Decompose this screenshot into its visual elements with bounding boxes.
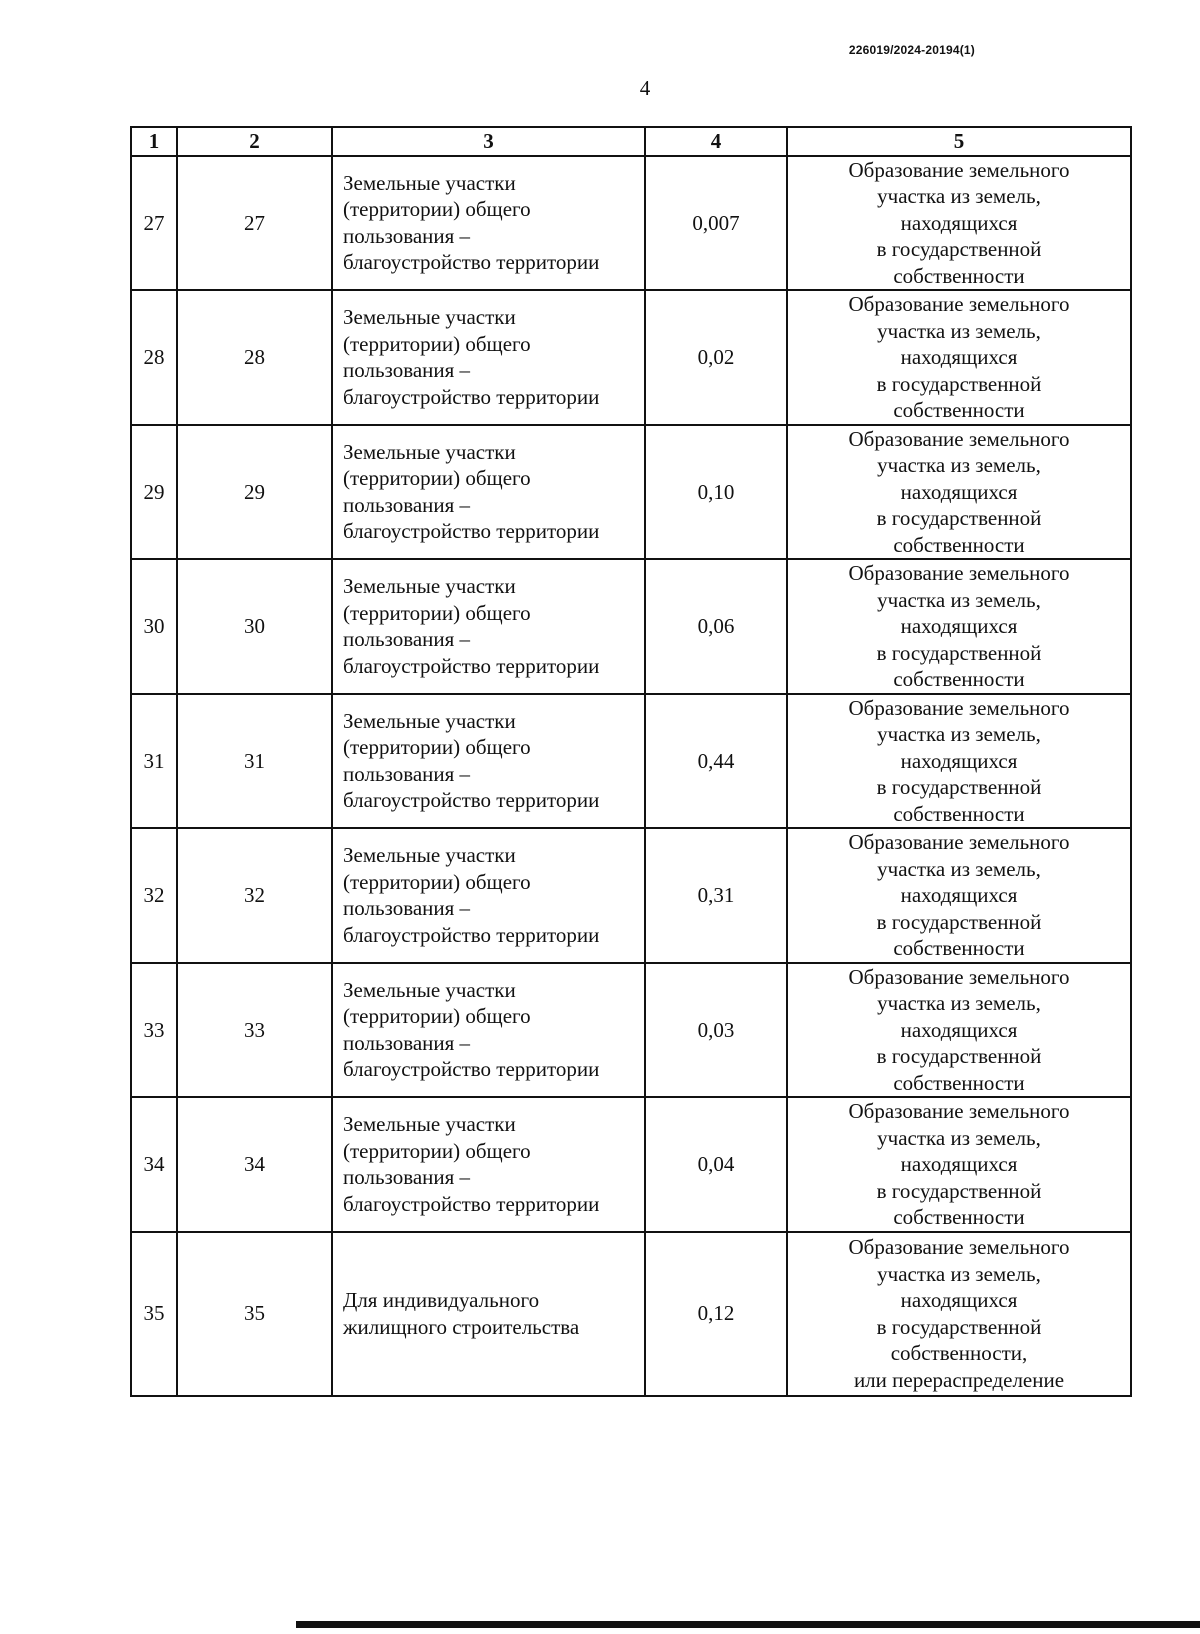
cell-permitted-use-line: (территории) общего [343,466,531,491]
cell-row-number: 32 [131,828,177,963]
cell-permitted-use [332,963,645,1098]
cell-formation-method-line: собственности [893,667,1025,691]
header-col-1: 1 [131,127,177,156]
cell-formation-method-line: Образование земельного [848,292,1070,316]
cell-formation-method-line: собственности [893,532,1025,557]
cell-permitted-use-line: Земельные участки [343,1112,516,1137]
cell-permitted-use-line: благоустройство территории [343,788,600,813]
cell-formation-method [787,425,1131,560]
cell-formation-method-line: находящихся [900,1152,1018,1176]
cell-area-value: 0,12 [645,1232,787,1396]
cell-formation-method-line: собственности [893,263,1025,288]
cell-plot-number: 33 [177,963,332,1098]
cell-permitted-use [332,156,645,291]
cell-row-number: 31 [131,694,177,829]
cell-permitted-use-line: (территории) общего [343,1004,531,1029]
cell-formation-method-line: Образование земельного [848,561,1070,585]
cell-row-number: 28 [131,290,177,425]
cell-formation-method [787,156,1131,291]
cell-formation-method-line: в государственной [876,1314,1042,1339]
cell-permitted-use-line: жилищного строительства [343,1314,580,1339]
cell-formation-method-line: в государственной [876,775,1042,799]
cell-plot-number: 29 [177,425,332,560]
cell-formation-method-line: участка из земель, [877,1125,1041,1150]
cell-formation-method-line: участка из земель, [877,587,1041,612]
cell-permitted-use-line: Земельные участки [343,708,516,733]
cell-permitted-use [332,559,645,694]
cell-plot-number: 27 [177,156,332,291]
cell-permitted-use-line: (территории) общего [343,869,531,894]
cell-formation-method-line: Образование земельного [848,1099,1070,1123]
cell-formation-method [787,963,1131,1098]
cell-formation-method-line: находящихся [900,883,1018,907]
cell-formation-method-line: в государственной [876,506,1042,530]
cell-formation-method-line: Образование земельного [848,426,1070,451]
cell-area-value: 0,44 [645,694,787,829]
cell-formation-method-line: находящихся [900,1017,1018,1042]
cell-formation-method-line: в государственной [876,371,1042,396]
cell-permitted-use [332,425,645,560]
cell-formation-method-line: Образование земельного [848,695,1070,720]
cell-formation-method [787,694,1131,829]
cell-row-number: 33 [131,963,177,1098]
cell-permitted-use-line: пользования – [343,761,471,786]
cell-permitted-use-line: пользования – [343,627,471,652]
document-code: 226019/2024-20194(1) [848,43,975,57]
cell-formation-method-line: собственности [893,398,1025,422]
cell-permitted-use-line: благоустройство территории [343,653,600,678]
cell-permitted-use-line: пользования – [343,358,471,383]
cell-formation-method [787,290,1131,425]
cell-formation-method-line: собственности [893,936,1025,960]
cell-plot-number: 34 [177,1097,332,1232]
table-body [131,156,1131,1396]
cell-plot-number: 35 [177,1232,332,1396]
cell-formation-method-line: собственности [893,801,1025,826]
cell-formation-method-line: в государственной [876,640,1042,665]
cell-permitted-use-line: (территории) общего [343,197,531,222]
cell-area-value: 0,31 [645,828,787,963]
table-row [131,828,1131,963]
cell-formation-method-line: находящихся [900,1288,1018,1312]
cell-plot-number: 32 [177,828,332,963]
table-header [131,127,1131,156]
cell-area-value: 0,06 [645,559,787,694]
cell-permitted-use-line: пользования – [343,1165,471,1190]
cell-formation-method-line: в государственной [876,909,1042,934]
cell-formation-method-line: собственности, [890,1341,1028,1365]
cell-permitted-use-line: благоустройство территории [343,1191,600,1216]
cell-permitted-use-line: Земельные участки [343,977,516,1002]
table-row [131,156,1131,291]
cell-formation-method-line: Образование земельного [848,964,1070,989]
cell-permitted-use [332,290,645,425]
land-plots-table-container [130,126,1130,1397]
cell-area-value: 0,04 [645,1097,787,1232]
cell-formation-method-line: или перераспределение [853,1367,1065,1392]
cell-permitted-use-line: Земельные участки [343,439,516,464]
cell-area-value: 0,02 [645,290,787,425]
header-col-2: 2 [177,127,332,156]
cell-formation-method-line: находящихся [900,614,1018,638]
cell-permitted-use [332,1232,645,1396]
cell-row-number: 27 [131,156,177,291]
cell-area-value: 0,03 [645,963,787,1098]
cell-permitted-use-line: (территории) общего [343,600,531,625]
cell-plot-number: 28 [177,290,332,425]
cell-formation-method-line: собственности [893,1205,1025,1229]
cell-row-number: 30 [131,559,177,694]
cell-permitted-use-line: Земельные участки [343,843,516,868]
cell-permitted-use-line: благоустройство территории [343,519,600,544]
cell-permitted-use-line: благоустройство территории [343,922,600,947]
cell-formation-method-line: Образование земельного [848,1235,1070,1259]
bottom-scan-rule [296,1621,1200,1628]
header-row [131,127,1131,156]
cell-row-number: 35 [131,1232,177,1396]
header-col-4: 4 [645,127,787,156]
cell-permitted-use-line: пользования – [343,492,471,517]
cell-row-number: 34 [131,1097,177,1232]
cell-formation-method-line: находящихся [900,345,1018,369]
cell-permitted-use-line: благоустройство территории [343,250,600,275]
cell-formation-method-line: в государственной [876,1044,1042,1068]
cell-permitted-use-line: благоустройство территории [343,1057,600,1082]
cell-formation-method-line: Образование земельного [848,830,1070,854]
cell-permitted-use-line: (территории) общего [343,735,531,760]
cell-formation-method-line: в государственной [876,1178,1042,1203]
cell-permitted-use-line: пользования – [343,896,471,921]
cell-permitted-use-line: (территории) общего [343,1138,531,1163]
land-plots-table [130,126,1132,1397]
table-row [131,1232,1131,1396]
cell-formation-method [787,1097,1131,1232]
cell-permitted-use-line: пользования – [343,1030,471,1055]
cell-permitted-use-line: пользования – [343,223,471,248]
cell-permitted-use-line: благоустройство территории [343,384,600,409]
cell-area-value: 0,10 [645,425,787,560]
cell-formation-method-line: участка из земель, [877,1261,1041,1286]
cell-formation-method-line: Образование земельного [848,157,1070,182]
table-row [131,559,1131,694]
cell-formation-method [787,559,1131,694]
cell-permitted-use-line: Земельные участки [343,170,516,195]
cell-permitted-use [332,694,645,829]
cell-formation-method-line: находящихся [900,479,1018,504]
cell-formation-method [787,1232,1131,1396]
cell-plot-number: 31 [177,694,332,829]
cell-formation-method-line: участка из земель, [877,856,1041,881]
table-row [131,694,1131,829]
table-row [131,290,1131,425]
cell-formation-method-line: участка из земель, [877,722,1041,746]
cell-formation-method-line: находящихся [900,210,1018,235]
cell-permitted-use-line: Земельные участки [343,574,516,599]
cell-permitted-use-line: Земельные участки [343,305,516,330]
cell-formation-method-line: участка из земель, [877,318,1041,343]
cell-permitted-use [332,1097,645,1232]
cell-area-value: 0,007 [645,156,787,291]
cell-plot-number: 30 [177,559,332,694]
page-number: 4 [639,76,651,100]
cell-permitted-use-line: (территории) общего [343,331,531,356]
cell-formation-method-line: участка из земель, [877,991,1041,1015]
table-row [131,1097,1131,1232]
cell-permitted-use-line: Для индивидуального [343,1288,540,1312]
cell-formation-method-line: участка из земель, [877,453,1041,477]
cell-formation-method-line: находящихся [900,748,1018,773]
cell-row-number: 29 [131,425,177,560]
header-col-5: 5 [787,127,1131,156]
cell-formation-method-line: собственности [893,1070,1025,1095]
cell-formation-method-line: участка из земель, [877,184,1041,208]
cell-permitted-use [332,828,645,963]
table-row [131,963,1131,1098]
cell-formation-method-line: в государственной [876,237,1042,261]
table-row [131,425,1131,560]
cell-formation-method [787,828,1131,963]
header-col-3: 3 [332,127,645,156]
